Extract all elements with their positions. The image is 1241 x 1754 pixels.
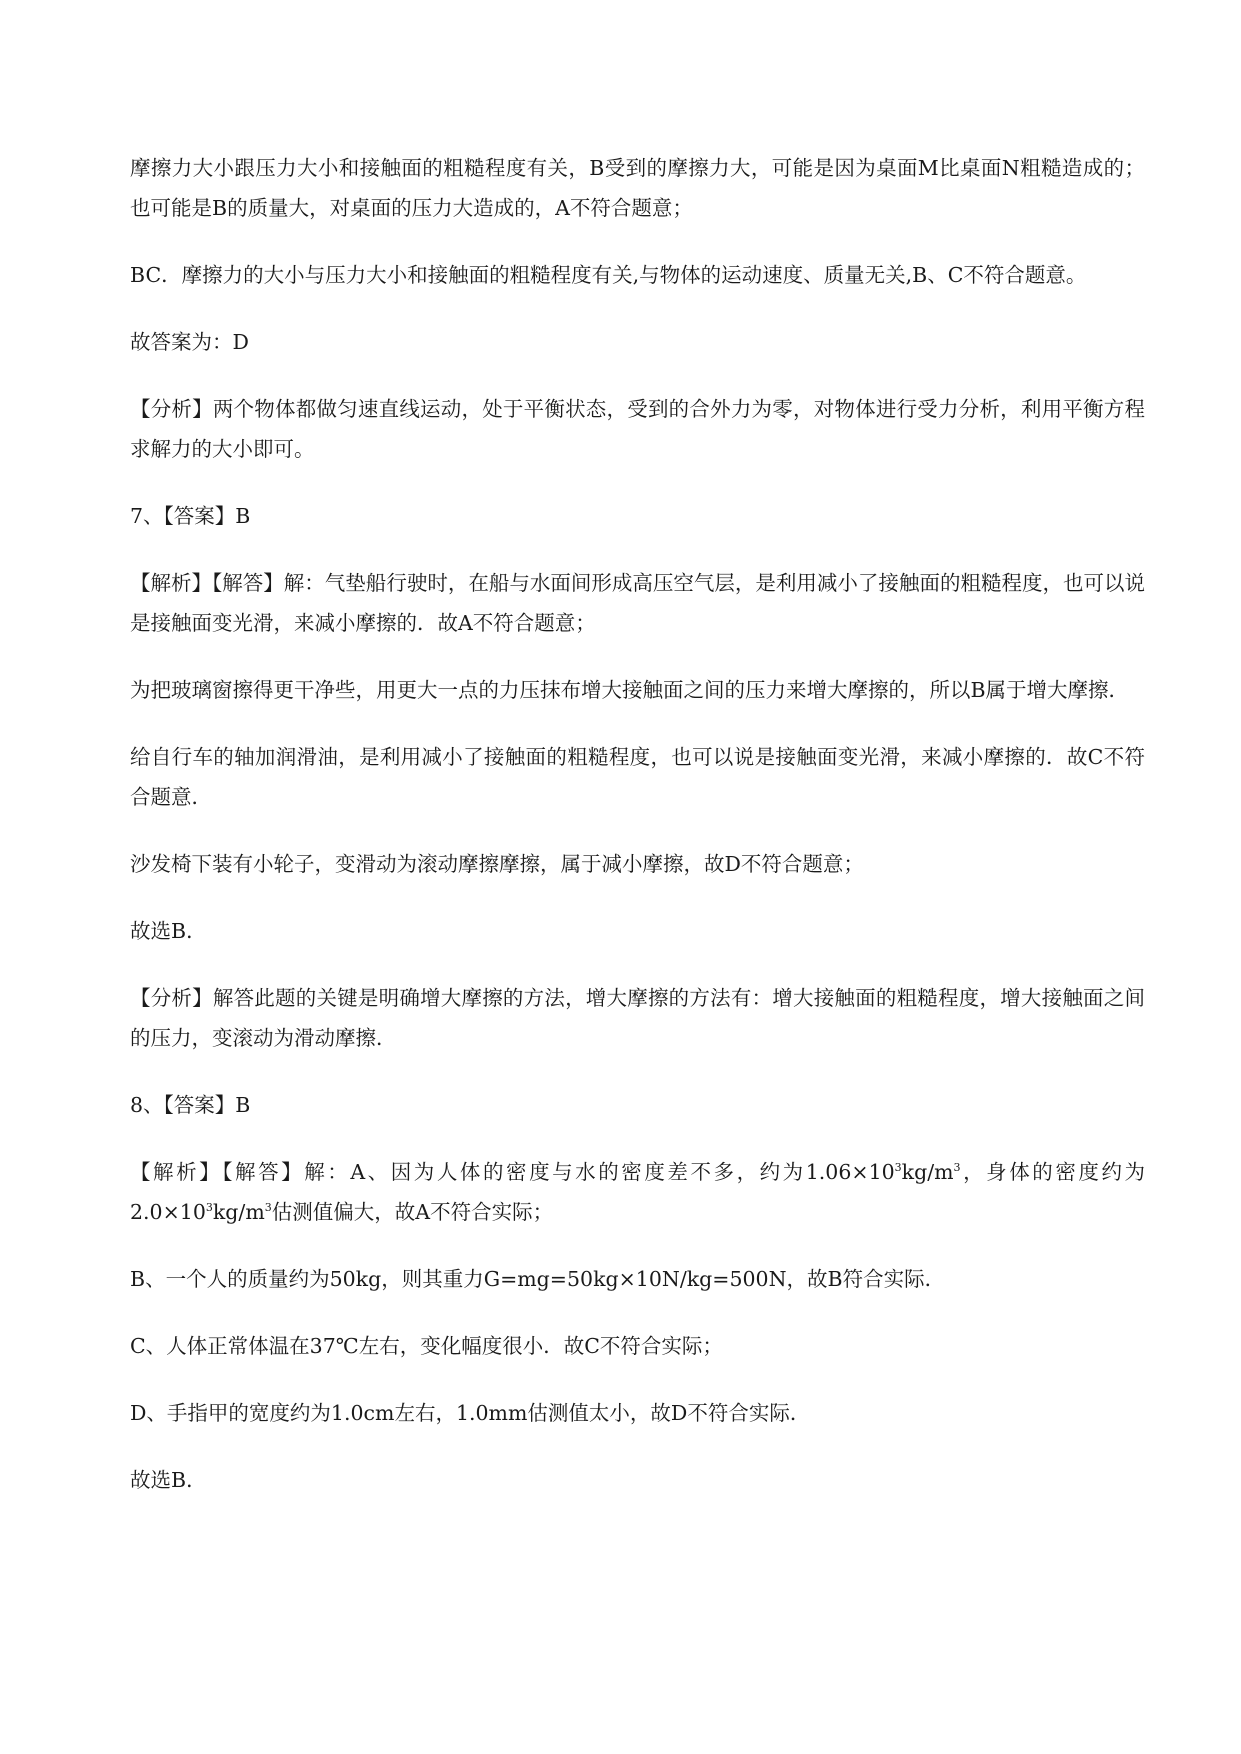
document-body xyxy=(130,148,1145,1527)
question-7-answer: 7、【答案】B xyxy=(130,504,251,528)
superscript: 3 xyxy=(264,1201,272,1214)
paragraph: 沙发椅下装有小轮子，变滑动为滚动摩擦摩擦，属于减小摩擦，故D不符合题意； xyxy=(130,852,864,876)
question-8-answer: 8、【答案】B xyxy=(130,1093,251,1117)
superscript: 3 xyxy=(205,1201,213,1214)
paragraph: 给自行车的轴加润滑油，是利用减小了接触面的粗糙程度，也可以说是接触面变光滑，来减小摩擦的．故C不符合题意． xyxy=(130,745,1145,809)
paragraph: 【解析】【解答】解：气垫船行驶时，在船与水面间形成高压空气层，是利用减小了接触面的粗糙程度，也可以说是接触面变光滑，来减小摩擦的．故A不符合题意； xyxy=(130,571,1145,635)
text-segment: 【解析】【解答】解：A、因为人体的密度与水的密度差不多，约为1.06×10 xyxy=(130,1160,895,1184)
answer-line: 故选B． xyxy=(130,1468,207,1492)
paragraph: B、一个人的质量约为50kg，则其重力G=mg=50kg×10N/kg=500N，故B符合实际． xyxy=(130,1267,946,1291)
superscript: 3 xyxy=(894,1161,902,1174)
superscript: 3 xyxy=(953,1161,961,1174)
analysis-paragraph: 【分析】解答此题的关键是明确增大摩擦的方法，增大摩擦的方法有：增大接触面的粗糙程度，增大接触面之间的压力，变滚动为滑动摩擦． xyxy=(130,986,1145,1050)
analysis-paragraph: 【分析】两个物体都做匀速直线运动，处于平衡状态，受到的合外力为零，对物体进行受力分析，利用平衡方程求解力的大小即可。 xyxy=(130,397,1145,461)
paragraph xyxy=(130,1152,1145,1232)
text-segment: kg/m xyxy=(212,1200,265,1224)
answer-line: 故选B． xyxy=(130,919,207,943)
paragraph: D、手指甲的宽度约为1.0cm左右，1.0mm估测值太小，故D不符合实际． xyxy=(130,1401,811,1425)
paragraph: 为把玻璃窗擦得更干净些，用更大一点的力压抹布增大接触面之间的压力来增大摩擦的，所以B属于增大摩擦． xyxy=(130,678,1130,702)
paragraph: BC．摩擦力的大小与压力大小和接触面的粗糙程度有关,与物体的运动速度、质量无关,B、C不符合题意。 xyxy=(130,263,1087,287)
text-segment: ，身体的密度约为2.0×10 xyxy=(130,1160,1145,1224)
paragraph: C、人体正常体温在37℃左右，变化幅度很小．故C不符合实际； xyxy=(130,1334,723,1358)
answer-line: 故答案为：D xyxy=(130,330,249,354)
text-segment: kg/m xyxy=(901,1160,954,1184)
text-segment: 估测值偏大，故A不符合实际； xyxy=(271,1200,554,1224)
paragraph: 摩擦力大小跟压力大小和接触面的粗糙程度有关，B受到的摩擦力大，可能是因为桌面M比桌面N粗糙造成的；也可能是B的质量大，对桌面的压力大造成的，A不符合题意； xyxy=(130,156,1145,220)
